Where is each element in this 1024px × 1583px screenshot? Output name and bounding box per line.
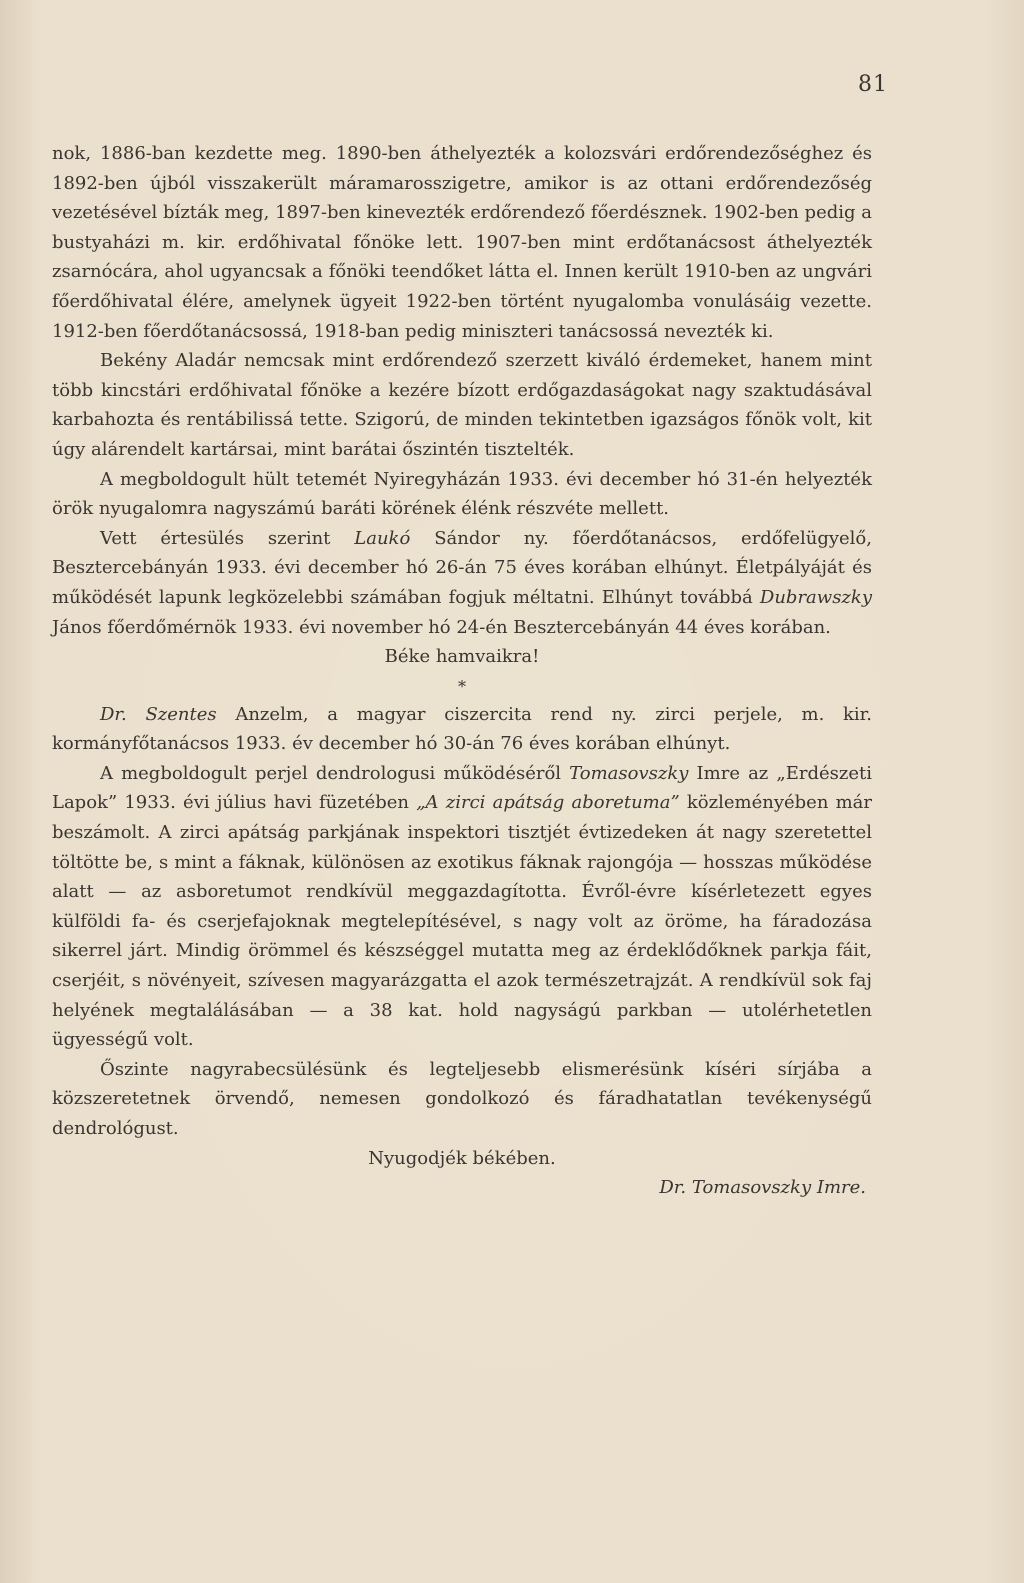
page-number: 81 — [858, 72, 888, 97]
paragraph-tribute: Őszinte nagyrabecsülésünk és legteljesebb elismerésünk kíséri sírjába a közszeretetnek örvendő, nemesen gondolkozó és fáradhatatlan tevékenységű dendrológust. — [52, 1058, 872, 1139]
person-name-lauko: Laukó — [354, 527, 411, 549]
closing-line-2: Nyugodjék békében. — [368, 1147, 556, 1169]
signature-name: Dr. Tomasovszky Imre. — [659, 1177, 866, 1199]
text-segment: Anzelm, a magyar ciszercita rend ny. zirci perjele, m. kir. kormányfőtanácsos 1933. év december hó 30-án 76 éves korában elhúnyt. — [52, 703, 872, 755]
paragraph-bekeny-career: nok, 1886-ban kezdette meg. 1890-ben áthelyezték a kolozsvári erdőrendezőséghez és 1892-ben újból visszakerült máramarosszigetre, amikor is az ottani erdőrendezőség vezetésével bízták meg, 1897-ben kinevezték erdőrendező főerdésznek. 1902-ben pedig a bustyaházi m. kir. erdőhivatal főnöke lett. 1907-ben mint erdőtanácsost áthelyezték zsarnócára, ahol ugyancsak a főnöki teendőket látta el. Innen került 1910-ben az ungvári főerdőhivatal élére, amelynek ügyeit 1922-ben történt nyugalomba vonulásáig vezette. 1912-ben főerdőtanácsossá, 1918-ban pedig miniszteri tanácsossá nevezték ki. — [52, 143, 872, 342]
paragraph-other-deaths — [52, 524, 872, 642]
section-separator: * — [458, 676, 466, 696]
person-name-dubrawszky: Dubrawszky — [759, 586, 872, 608]
paragraph-bekeny-burial: A megboldogult hült tetemét Nyiregyházán 1933. évi december hó 31-én helyezték örök nyugalomra nagyszámú baráti körének élénk részvéte mellett. — [52, 468, 872, 520]
text-segment: Imre az „Erdészeti Lapok” 1933. évi július havi füzetében — [52, 762, 872, 814]
paragraph-szentes-work — [52, 759, 872, 1055]
text-segment: Vett értesülés szerint — [100, 527, 355, 549]
paragraph-bekeny-merits: Bekény Aladár nemcsak mint erdőrendező szerzett kiváló érdemeket, hanem mint több kincstári erdőhivatal főnöke a kezére bízott erdőgazdaságokat nagy szaktudásával karbahozta és rentábilissá tette. Szigorú, de minden tekintetben igazságos főnök volt, kit úgy alárendelt kartársai, mint barátai őszintén tisztelték. — [52, 350, 872, 460]
person-name-szentes: Szentes — [145, 703, 217, 725]
title-dr: Dr. — [100, 703, 127, 725]
text-segment: A megboldogult perjel dendrologusi működéséről — [100, 762, 570, 784]
text-segment: közleményében már beszámolt. A zirci apátság parkjának inspektori tisztjét évtizedeken át nagy szeretettel töltötte be, s mint a fáknak, különösen az exotikus fáknak rajongója — hosszas működése alatt — az asboretumot rendkívül meggazdagította. Évről-évre kísérletezett egyes külföldi fa- és cserjefajoknak megtelepítésével, s nagy volt az öröme, ha fáradozása sikerrel járt. Mindig örömmel és készséggel mutatta meg az érdeklődőknek parkja fáit, cserjéit, s növényeit, szívesen magyarázgatta el azok természetrajzát. A rendkívül sok faj helyének megtalálásában — a 38 kat. hold nagyságú parkban — utolérhetetlen ügyességű volt. — [52, 792, 873, 1051]
closing-line-1: Béke hamvaikra! — [384, 646, 540, 668]
text-segment: János főerdőmérnök 1933. évi november hó 24-én Besztercebányán 44 éves korában. — [52, 616, 831, 638]
text-segment: Sándor ny. főerdőtanácsos, erdőfelügyelő, Besztercebányán 1933. évi december hó 26-án 75 éves korában elhúnyt. Életpályáját és működését lapunk legközelebbi számában fogjuk méltatni. Elhúnyt továbbá — [52, 527, 872, 608]
person-name-tomasovszky: Tomasovszky — [569, 762, 689, 784]
signature — [52, 1173, 872, 1203]
paragraph-szentes-death — [52, 700, 872, 759]
page-body — [52, 139, 872, 1203]
article-title: „A zirci apátság aboretuma” — [416, 792, 680, 814]
